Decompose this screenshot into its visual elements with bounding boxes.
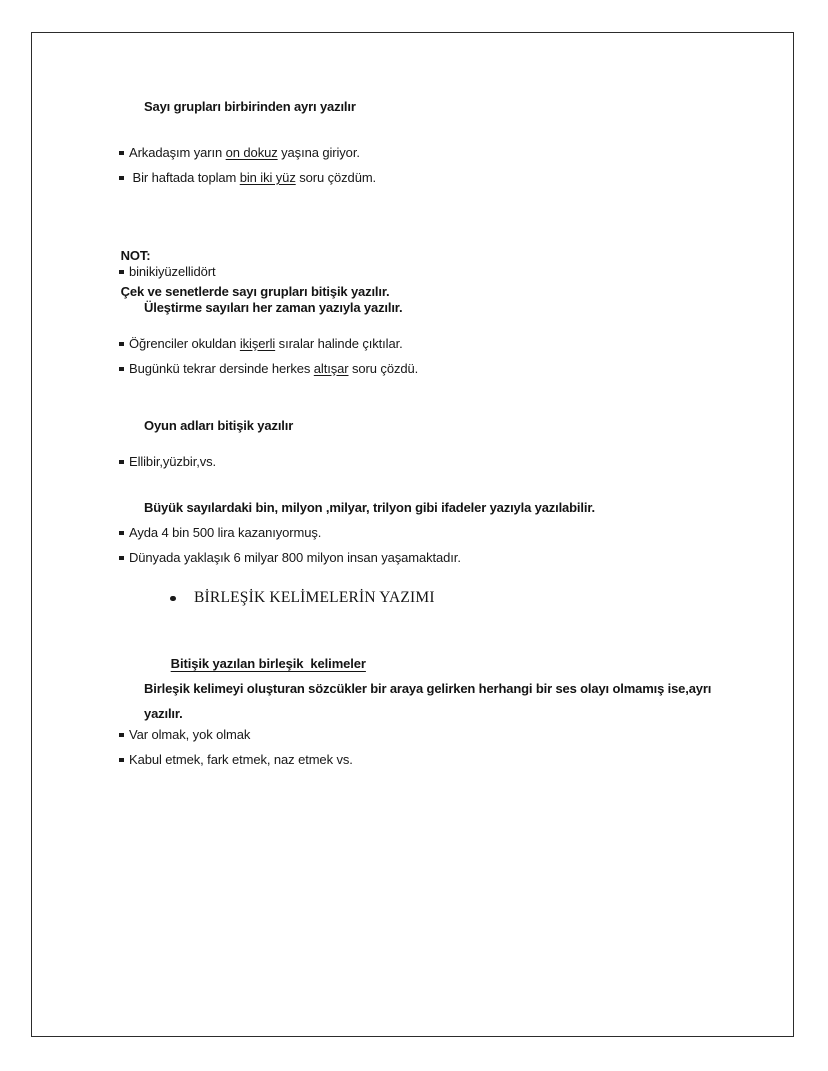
list-item-text xyxy=(129,336,403,351)
rule-paragraph-birlesik: Birleşik kelimeyi oluşturan sözcükler bir araya gelirken herhangi bir ses olayı olmamış ise,ayrı yazılır. xyxy=(144,681,712,721)
list-item xyxy=(119,727,250,742)
heading-ulestirme: Üleştirme sayıları her zaman yazıyla yazılır. xyxy=(144,300,403,315)
heading-birlesik-kelimelerin-yazimi: BİRLEŞİK KELİMELERİN YAZIMI xyxy=(194,589,435,606)
list-item xyxy=(119,550,461,565)
list-item xyxy=(119,454,216,469)
underlined-fragment: bin iki yüz xyxy=(239,170,296,185)
square-bullet-icon xyxy=(119,148,129,157)
list-item-text: Kabul etmek, fark etmek, naz etmek vs. xyxy=(129,752,353,767)
square-bullet-icon xyxy=(119,457,129,466)
list-item xyxy=(119,264,215,279)
document-content xyxy=(32,33,795,1038)
square-bullet-icon xyxy=(119,730,129,739)
square-bullet-icon xyxy=(119,267,129,276)
list-item xyxy=(119,170,376,185)
square-bullet-icon xyxy=(119,364,129,373)
list-item-text: Dünyada yaklaşık 6 milyar 800 milyon insan yaşamaktadır. xyxy=(129,550,461,565)
square-bullet-icon xyxy=(119,528,129,537)
note-text: Çek ve senetlerde sayı grupları bitişik yazılır. xyxy=(120,284,390,299)
list-item-text xyxy=(129,145,360,160)
square-bullet-icon xyxy=(119,339,129,348)
text-fragment: Bugünkü tekrar dersinde herkes xyxy=(129,361,314,376)
heading-buyuk-sayilar: Büyük sayılardaki bin, milyon ,milyar, trilyon gibi ifadeler yazıyla yazılabilir. xyxy=(144,500,595,515)
list-item-text: Ayda 4 bin 500 lira kazanıyormuş. xyxy=(129,525,322,540)
text-fragment: Bir haftada toplam xyxy=(129,170,240,185)
serif-heading-row xyxy=(170,589,435,607)
list-item xyxy=(119,361,418,376)
list-item xyxy=(119,525,321,540)
underlined-fragment: altışar xyxy=(313,361,349,376)
heading-sayi-gruplari: Sayı grupları birbirinden ayrı yazılır xyxy=(144,99,356,114)
heading-bitisik-yazilan-birlesik-kelimeler: Bitişik yazılan birleşik kelimeler xyxy=(170,656,366,671)
text-fragment: yaşına giriyor. xyxy=(277,145,360,160)
text-fragment: Öğrenciler okuldan xyxy=(129,336,240,351)
list-item xyxy=(119,145,360,160)
square-bullet-icon xyxy=(119,755,129,764)
square-bullet-icon xyxy=(119,553,129,562)
heading-oyun-adlari: Oyun adları bitişik yazılır xyxy=(144,418,294,433)
list-item-text: Ellibir,yüzbir,vs. xyxy=(129,454,217,469)
list-item xyxy=(119,336,403,351)
text-fragment: Arkadaşım yarın xyxy=(129,145,226,160)
underlined-fragment: on dokuz xyxy=(225,145,278,160)
text-fragment: soru çözdü. xyxy=(348,361,419,376)
note-label: NOT: xyxy=(120,248,151,263)
document-page-border xyxy=(31,32,794,1037)
list-item-text xyxy=(129,170,376,185)
text-fragment: soru çözdüm. xyxy=(295,170,377,185)
list-item xyxy=(119,752,353,767)
underlined-fragment: ikişerli xyxy=(239,336,276,351)
list-item-text xyxy=(129,361,418,376)
text-fragment: sıralar halinde çıktılar. xyxy=(275,336,403,351)
list-item-text: binikiyüzellidört xyxy=(129,264,216,279)
round-bullet-icon xyxy=(170,588,182,606)
square-bullet-icon xyxy=(119,173,129,182)
list-item-text: Var olmak, yok olmak xyxy=(129,727,251,742)
